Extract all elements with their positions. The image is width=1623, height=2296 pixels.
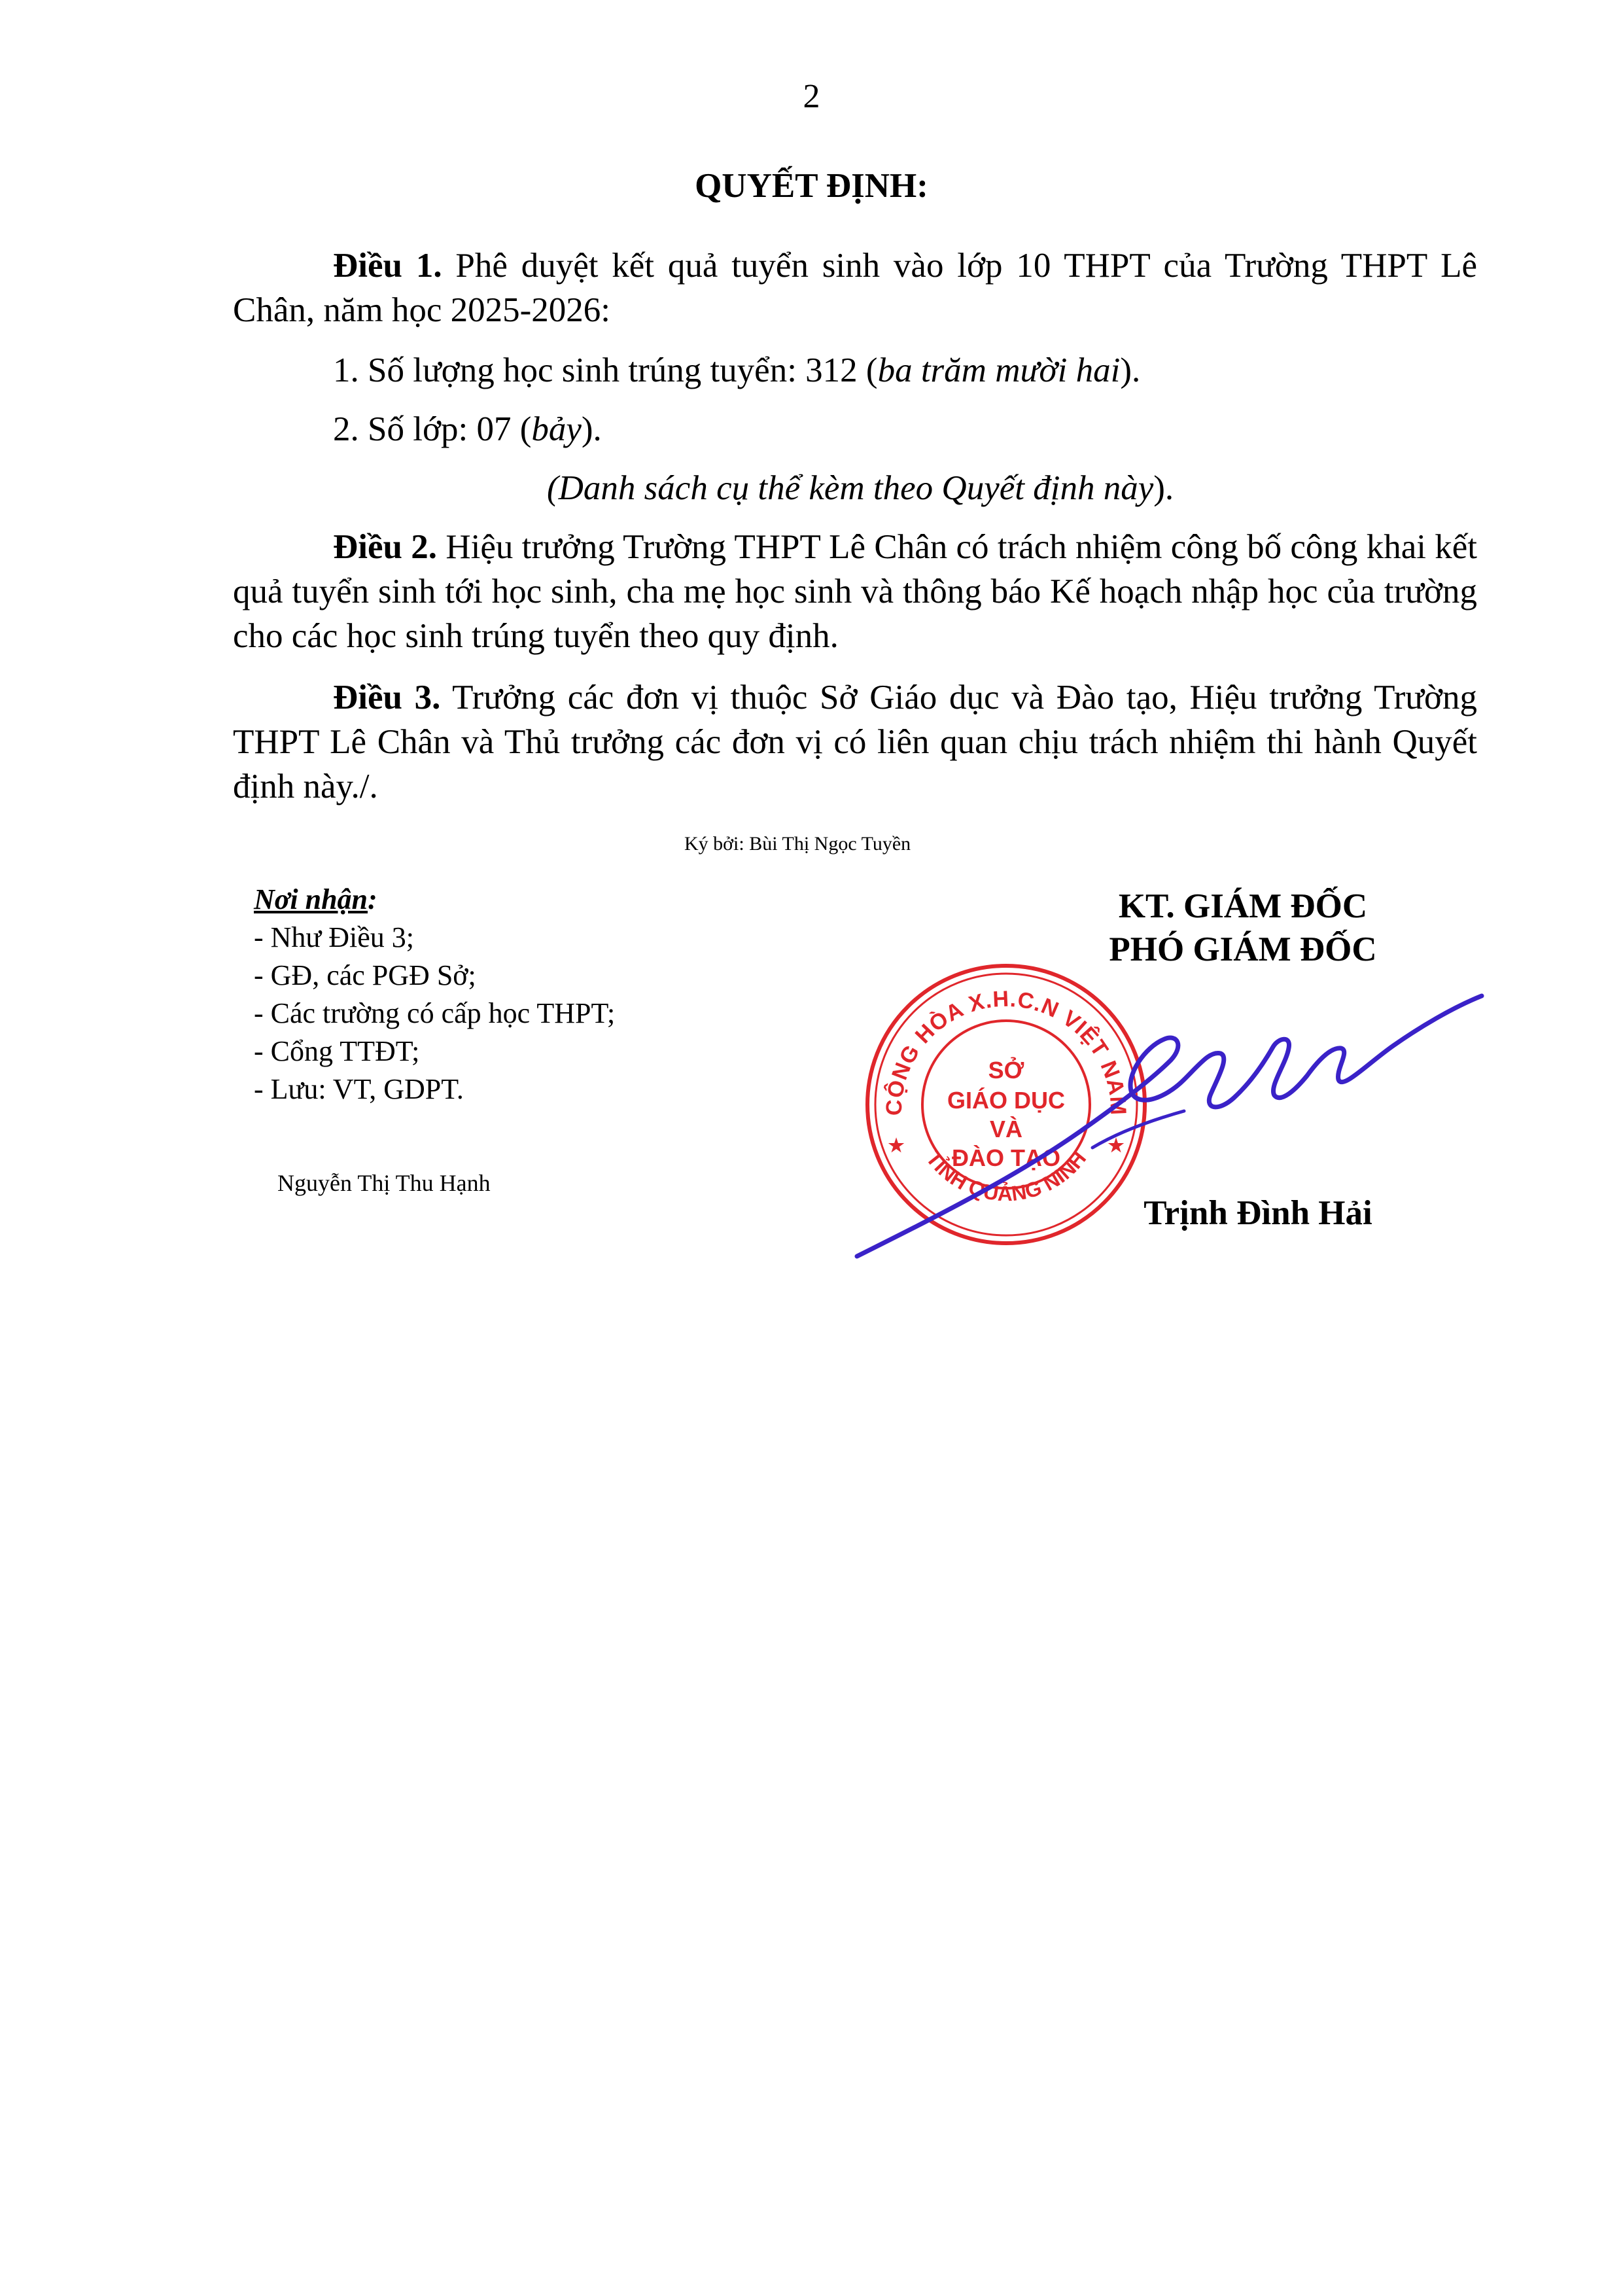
recipients-heading-colon: : [368,883,377,915]
svg-text:GIÁO DỤC: GIÁO DỤC [947,1087,1065,1114]
signer-name: Trịnh Đình Hải [1143,1194,1372,1232]
decision-title: QUYẾT ĐỊNH: [695,167,928,205]
article-3-label: Điều 3. [333,679,441,716]
signature-title-line-2: PHÓ GIÁM ĐỐC [1109,930,1377,968]
article-1-label: Điều 1. [333,247,442,285]
svg-text:VÀ: VÀ [989,1116,1023,1142]
item-2-words: bảy [531,410,582,448]
svg-text:CỘNG HÒA X.H.C.N VIỆT NAM: CỘNG HÒA X.H.C.N VIỆT NAM [881,986,1131,1116]
article-2-label: Điều 2. [333,528,438,566]
article-1-note [547,466,1174,510]
svg-text:★: ★ [1108,1135,1125,1156]
note-text: (Danh sách cụ thể kèm theo Quyết định này [547,469,1154,507]
digital-signature-note: Ký bởi: Bùi Thị Ngọc Tuyền [684,833,911,855]
recipients-list [254,881,615,1108]
recipients-heading [254,881,615,919]
article-1-item-1 [333,348,1140,393]
handwritten-signature [844,936,1492,1276]
item-1-suffix: ). [1120,351,1141,389]
item-2-suffix: ). [581,410,602,448]
article-1 [233,243,1477,332]
article-2 [233,525,1477,658]
svg-text:TỈNH QUẢNG NINH: TỈNH QUẢNG NINH [921,1146,1091,1206]
svg-text:ĐÀO TẠO: ĐÀO TẠO [952,1144,1060,1171]
article-3 [233,675,1477,809]
item-2-text: 2. Số lớp: 07 ( [333,410,532,448]
article-3-text: Trưởng các đơn vị thuộc Sở Giáo dục và Đào tạo, Hiệu trưởng Trường THPT Lê Chân và Thủ trưởng các đơn vị có liên quan chịu trách nhiệm thi hành Quyết định này./. [233,679,1477,805]
note-suffix: ). [1153,469,1174,507]
recipient-item: - Các trường có cấp học THPT; [254,997,616,1029]
signature-title-line-1: KT. GIÁM ĐỐC [1118,887,1368,925]
item-1-words: ba trăm mười hai [877,351,1121,389]
svg-text:SỞ: SỞ [988,1057,1024,1084]
article-1-item-2 [333,407,602,451]
recipient-item: - GĐ, các PGĐ Sở; [254,959,476,991]
recipient-item: - Như Điều 3; [254,921,415,953]
recipient-item: - Cổng TTĐT; [254,1035,420,1067]
svg-text:★: ★ [888,1135,905,1156]
recipient-item: - Lưu: VT, GDPT. [254,1073,464,1105]
page-number: 2 [803,78,820,115]
article-2-text: Hiệu trưởng Trường THPT Lê Chân có trách nhiệm công bố công khai kết quả tuyển sinh tới học sinh, cha mẹ học sinh và thông báo Kế hoạch nhập học của trường cho các học sinh trúng tuyển theo quy định. [233,528,1478,655]
article-1-text: Phê duyệt kết quả tuyển sinh vào lớp 10 THPT của Trường THPT Lê Chân, năm học 2025-2026: [233,247,1477,329]
drafter-name: Nguyễn Thị Thu Hạnh [277,1170,491,1196]
item-1-text: 1. Số lượng học sinh trúng tuyển: 312 ( [333,351,878,389]
recipients-heading-label: Nơi nhận [254,883,368,915]
